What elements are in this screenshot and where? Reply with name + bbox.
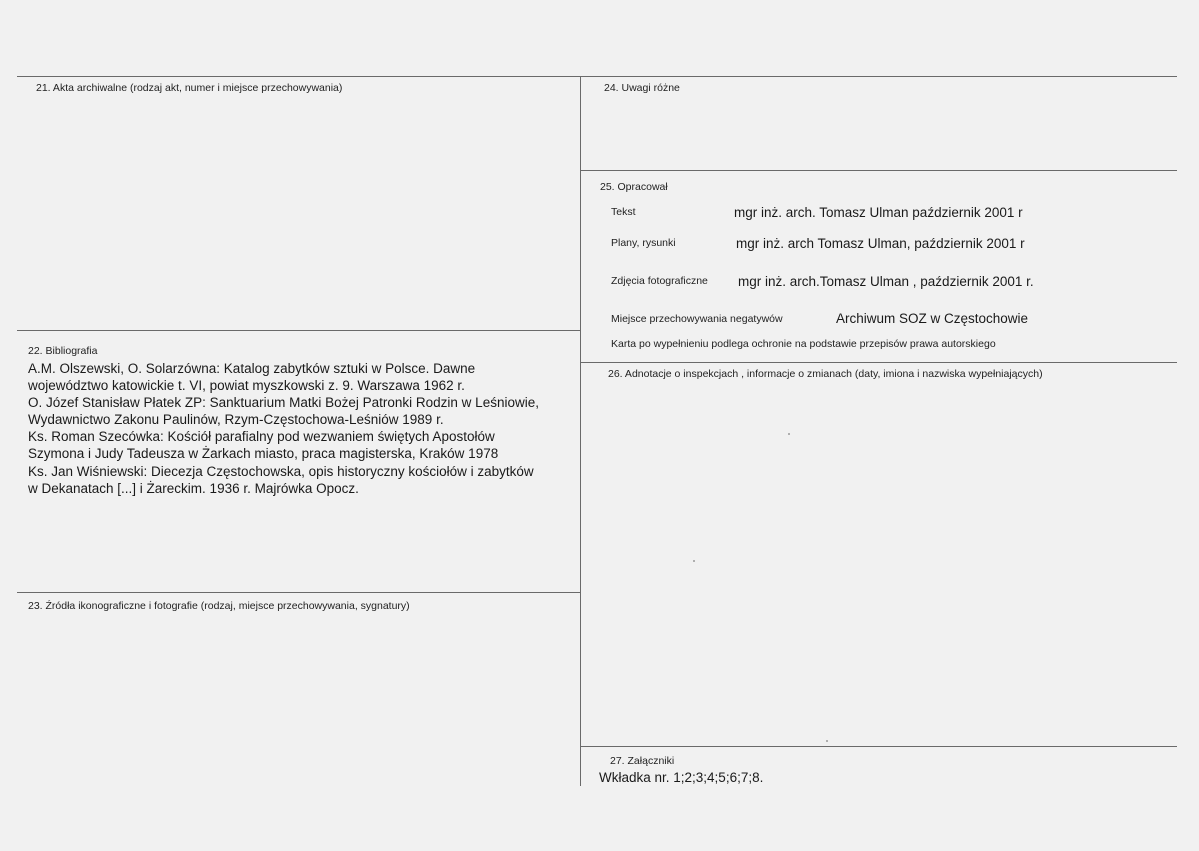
divider-21-22 (17, 330, 580, 331)
section-25-label: 25. Opracował (600, 181, 668, 193)
bibliography-line: Szymona i Judy Tadeusza w Żarkach miasto, praca magisterska, Kraków 1978 (28, 446, 499, 462)
bibliography-line: Wydawnictwo Zakonu Paulinów, Rzym-Częstochowa-Leśniów 1989 r. (28, 412, 444, 428)
attachments-value: Wkładka nr. 1;2;3;4;5;6;7;8. (599, 770, 764, 785)
section-22-label: 22. Bibliografia (28, 345, 98, 357)
bibliography-line: O. Józef Stanisław Płatek ZP: Sanktuarium Matki Bożej Patronki Rodzin w Leśniowie, (28, 395, 539, 411)
copyright-note: Karta po wypełnieniu podlega ochronie na podstawie przepisów prawa autorskiego (611, 338, 996, 350)
divider-top (17, 76, 1177, 77)
scan-speck (788, 433, 790, 435)
section-23-label: 23. Źródła ikonograficzne i fotografie (rodzaj, miejsce przechowywania, sygnatury) (28, 600, 410, 612)
section-26-label: 26. Adnotacje o inspekcjach , informacje o zmianach (daty, imiona i nazwiska wypełniających) (608, 368, 1043, 380)
miejsce-value: Archiwum SOZ w Częstochowie (836, 311, 1029, 326)
miejsce-label: Miejsce przechowywania negatywów (611, 313, 783, 325)
divider-25-26 (580, 362, 1177, 363)
bibliography-line: Ks. Roman Szecówka: Kościół parafialny pod wezwaniem świętych Apostołów (28, 429, 495, 445)
plany-value: mgr inż. arch Tomasz Ulman, październik 2001 r (736, 236, 1025, 251)
scan-speck (693, 560, 695, 562)
section-21-label: 21. Akta archiwalne (rodzaj akt, numer i miejsce przechowywania) (36, 82, 343, 94)
divider-center (580, 76, 581, 786)
bibliography-line: województwo katowickie t. VI, powiat myszkowski z. 9. Warszawa 1962 r. (28, 378, 465, 394)
plany-label: Plany, rysunki (611, 237, 676, 249)
section-27-label: 27. Załączniki (610, 755, 675, 767)
bibliography-line: w Dekanatach [...] i Żareckim. 1936 r. Majrówka Opocz. (28, 480, 359, 496)
divider-22-23 (17, 592, 580, 593)
tekst-value: mgr inż. arch. Tomasz Ulman październik 2001 r (734, 205, 1023, 220)
zdjecia-value: mgr inż. arch.Tomasz Ulman , październik 2001 r. (738, 274, 1034, 289)
divider-24-25 (580, 170, 1177, 171)
section-24-label: 24. Uwagi różne (604, 82, 680, 94)
bibliography-line: Ks. Jan Wiśniewski: Diecezja Częstochowska, opis historyczny kościołów i zabytków (28, 463, 534, 479)
bibliography-line: A.M. Olszewski, O. Solarzówna: Katalog zabytków sztuki w Polsce. Dawne (28, 361, 476, 376)
bibliography-list (28, 360, 539, 497)
scan-speck (826, 740, 828, 742)
zdjecia-label: Zdjęcia fotograficzne (611, 275, 708, 287)
tekst-label: Tekst (611, 206, 636, 218)
divider-26-27 (580, 746, 1177, 747)
